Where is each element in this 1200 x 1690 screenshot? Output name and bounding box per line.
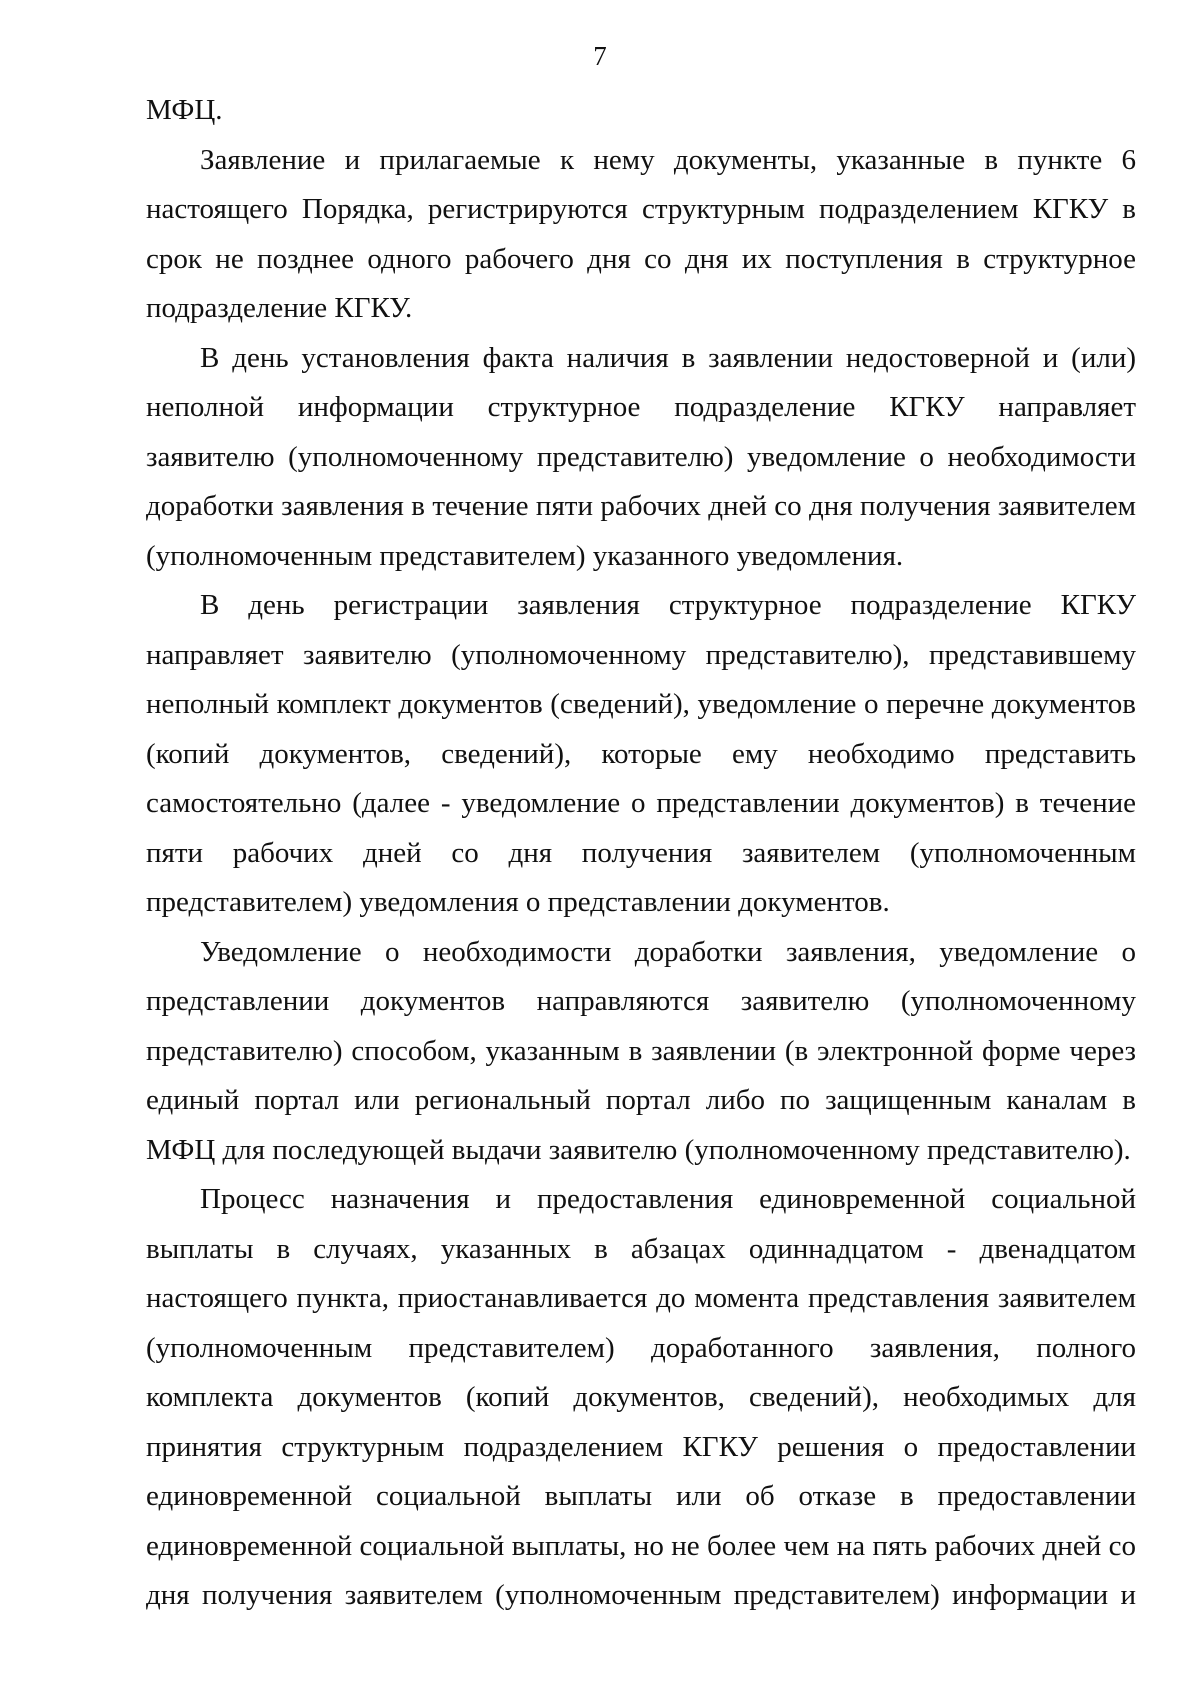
paragraph-notification-delivery: Уведомление о необходимости доработки заявления, уведомление о представлении документов направляются заявителю (уполномоченному представителю) способом, указанным в заявлении (в электронной форме через единый портал или региональный портал либо по защищенным каналам в МФЦ для последующей выдачи заявителю (уполномоченному представителю). [146, 935, 1136, 1166]
page-number: 7 [593, 41, 607, 71]
paragraph-process-suspension: Процесс назначения и предоставления единовременной социальной выплаты в случаях, указанных в абзацах одиннадцатом - двенадцатом настоящего пункта, приостанавливается до момента представления заявителем (уполномоченным представителем) доработанного заявления, полного комплекта документов (копий документов, сведений), необходимых для принятия структурным подразделением КГКУ решения о предоставлении единовременной социальной выплаты или об отказе в предоставлении единовременной социальной выплаты, но не более чем на пять рабочих дней со дня получения заявителем (уполномоченным представителем) информации и [146, 1183, 1136, 1611]
paragraph-incomplete-documents: В день регистрации заявления структурное подразделение КГКУ направляет заявителю (уполномоченному представителю), представившему неполный комплект документов (сведений), уведомление о перечне документов (копий документов, сведений), которые ему необходимо представить самостоятельно (далее - уведомление о представлении документов) в течение пяти рабочих дней со дня получения заявителем (уполномоченным представителем) уведомления о представлении документов. [146, 589, 1136, 918]
paragraph-registration: Заявление и прилагаемые к нему документы, указанные в пункте 6 настоящего Порядка, регистрируются структурным подразделением КГКУ в срок не позднее одного рабочего дня со дня их поступления в структурное подразделение КГКУ. [146, 143, 1136, 324]
document-body [146, 86, 1136, 1621]
paragraph-mfc-continuation: МФЦ. [146, 94, 223, 126]
paragraph-incomplete-information: В день установления факта наличия в заявлении недостоверной и (или) неполной информации структурное подразделение КГКУ направляет заявителю (уполномоченному представителю) уведомление о необходимости доработки заявления в течение пяти рабочих дней со дня получения заявителем (уполномоченным представителем) указанного уведомления. [146, 341, 1136, 572]
